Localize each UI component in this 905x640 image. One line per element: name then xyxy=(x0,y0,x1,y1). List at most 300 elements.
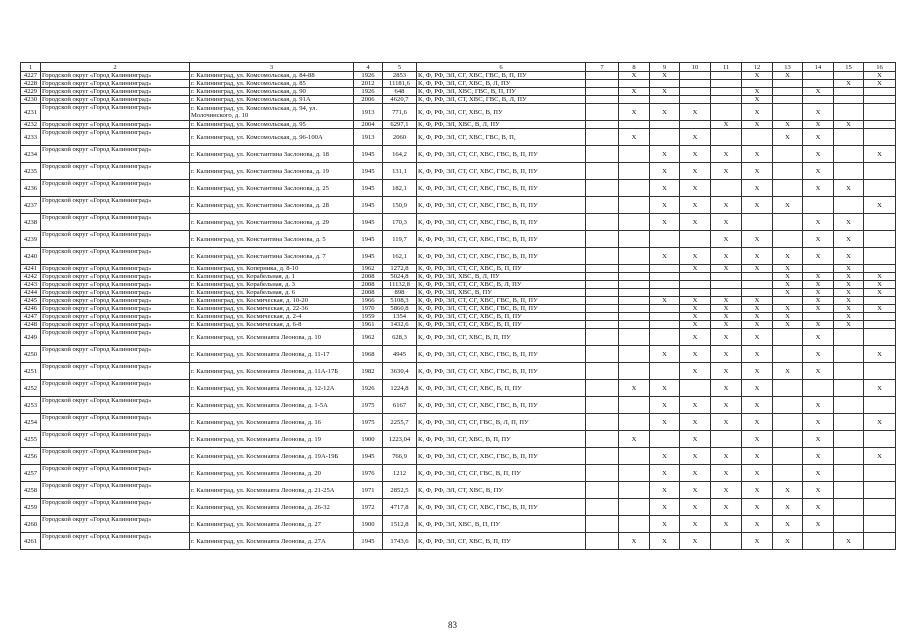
year-built-cell: 1959 xyxy=(354,313,383,321)
row-number-cell: 4249 xyxy=(21,329,41,346)
mark-col-8-cell xyxy=(619,329,650,346)
mark-col-15-cell: Х xyxy=(834,80,864,88)
mark-col-13-cell: Х xyxy=(773,197,803,214)
work-types-cell: К, Ф, РФ, ЭЛ, СТ, СГ, ХВС, ГВС, В, П, ПУ xyxy=(417,197,586,214)
mark-col-16-cell xyxy=(864,248,896,265)
mark-col-16-cell xyxy=(864,465,896,482)
address-cell: г. Калининград, ул. Константина Заслонова, д. 28 xyxy=(190,197,354,214)
mark-col-13-cell: Х xyxy=(773,482,803,499)
year-built-cell: 1975 xyxy=(354,414,383,431)
work-types-cell: К, Ф, РФ, ЭЛ, СТ, СГ, ГВС, В, Л, П, ПУ xyxy=(417,414,586,431)
address-cell: г. Калининград, ул. Космонавта Леонова, д. 20 xyxy=(190,465,354,482)
row-number-cell: 4229 xyxy=(21,88,41,96)
year-built-cell: 1968 xyxy=(354,346,383,363)
address-cell: г. Калининград, ул. Космическая, д. 10-20 xyxy=(190,297,354,305)
mark-col-11-cell: Х xyxy=(711,465,742,482)
area-cell: 150,9 xyxy=(383,197,417,214)
row-number-cell: 4234 xyxy=(21,146,41,163)
mark-col-7-cell xyxy=(586,121,619,129)
year-built-cell: 1961 xyxy=(354,321,383,329)
work-types-cell: К, Ф, РФ, ЭЛ, СТ, СГ, ХВС, В, П, ПУ xyxy=(417,313,586,321)
mark-col-13-cell xyxy=(773,96,803,104)
mark-col-15-cell xyxy=(834,414,864,431)
row-number-cell: 4250 xyxy=(21,346,41,363)
area-cell: 5860,8 xyxy=(383,305,417,313)
mark-col-7-cell xyxy=(586,346,619,363)
mark-col-16-cell xyxy=(864,431,896,448)
column-header: 13 xyxy=(773,63,803,72)
address-cell: г. Калининград, ул. Константина Заслонова, д. 5 xyxy=(190,231,354,248)
mark-col-15-cell xyxy=(834,448,864,465)
mark-col-15-cell: Х xyxy=(834,231,864,248)
year-built-cell: 1971 xyxy=(354,482,383,499)
mark-col-8-cell xyxy=(619,214,650,231)
mark-col-14-cell: Х xyxy=(803,363,834,380)
mark-col-12-cell: Х xyxy=(742,448,773,465)
area-cell: 6167 xyxy=(383,397,417,414)
mark-col-16-cell: Х xyxy=(864,80,896,88)
mark-col-7-cell xyxy=(586,146,619,163)
mark-col-13-cell: Х xyxy=(773,121,803,129)
mark-col-16-cell xyxy=(864,88,896,96)
row-number-cell: 4259 xyxy=(21,499,41,516)
table-row xyxy=(21,96,896,104)
year-built-cell: 2008 xyxy=(354,281,383,289)
mark-col-10-cell xyxy=(680,72,711,80)
mark-col-11-cell xyxy=(711,129,742,146)
mark-col-14-cell: Х xyxy=(803,214,834,231)
year-built-cell: 1926 xyxy=(354,88,383,96)
row-number-cell: 4256 xyxy=(21,448,41,465)
mark-col-8-cell xyxy=(619,346,650,363)
mark-col-8-cell: Х xyxy=(619,72,650,80)
mark-col-16-cell: Х xyxy=(864,448,896,465)
mark-col-10-cell: Х xyxy=(680,180,711,197)
mark-col-12-cell: Х xyxy=(742,414,773,431)
address-cell: г. Калининград, ул. Космонавта Леонова, д. 27 xyxy=(190,516,354,533)
mark-col-11-cell: Х xyxy=(711,163,742,180)
table-row xyxy=(21,499,896,516)
work-types-cell: К, Ф, РФ, ЭЛ, СТ, СГ, ХВС, ГВС, В, П, ПУ xyxy=(417,397,586,414)
mark-col-11-cell: Х xyxy=(711,363,742,380)
mark-col-12-cell: Х xyxy=(742,96,773,104)
area-cell: 1354 xyxy=(383,313,417,321)
mark-col-11-cell: Х xyxy=(711,397,742,414)
mark-col-10-cell: Х xyxy=(680,329,711,346)
work-types-cell: К, Ф, РФ, ЭЛ, СТ, СГ, ГВС, В, П, ПУ xyxy=(417,465,586,482)
work-types-cell: К, Ф, РФ, ЭЛ, ХВС, ГВС, В, П, ПУ xyxy=(417,88,586,96)
mark-col-13-cell xyxy=(773,104,803,121)
mark-col-7-cell xyxy=(586,305,619,313)
area-cell: 771,6 xyxy=(383,104,417,121)
mark-col-9-cell xyxy=(650,363,680,380)
mark-col-12-cell: Х xyxy=(742,533,773,550)
mark-col-8-cell xyxy=(619,499,650,516)
mark-col-9-cell xyxy=(650,265,680,273)
mark-col-16-cell xyxy=(864,533,896,550)
mark-col-10-cell: Х xyxy=(680,146,711,163)
work-types-cell: К, Ф, РФ, ЭЛ, СТ, СГ, ХВС, В, П, ПУ xyxy=(417,380,586,397)
table-row xyxy=(21,448,896,465)
housing-register-table xyxy=(20,62,896,550)
mark-col-8-cell: Х xyxy=(619,88,650,96)
mark-col-9-cell: Х xyxy=(650,180,680,197)
mark-col-14-cell xyxy=(803,380,834,397)
mark-col-7-cell xyxy=(586,321,619,329)
mark-col-10-cell: Х xyxy=(680,214,711,231)
municipality-cell: Городской округ «Город Калининград» xyxy=(41,104,190,121)
mark-col-10-cell xyxy=(680,289,711,297)
column-number-header-row xyxy=(21,63,896,72)
mark-col-12-cell: Х xyxy=(742,197,773,214)
mark-col-15-cell: Х xyxy=(834,297,864,305)
work-types-cell: К, Ф, РФ, ЭЛ, СТ, СГ, ХВС, ГВС, В, П, ПУ xyxy=(417,346,586,363)
year-built-cell: 1945 xyxy=(354,248,383,265)
mark-col-14-cell: Х xyxy=(803,305,834,313)
mark-col-10-cell: Х xyxy=(680,482,711,499)
table-row xyxy=(21,80,896,88)
column-header: 3 xyxy=(190,63,354,72)
work-types-cell: К, Ф, РФ, ЭЛ, СГ, ХВС, ГВС, В, П, ПУ xyxy=(417,72,586,80)
municipality-cell: Городской округ «Город Калининград» xyxy=(41,516,190,533)
mark-col-12-cell: Х xyxy=(742,516,773,533)
mark-col-9-cell: Х xyxy=(650,380,680,397)
mark-col-8-cell xyxy=(619,305,650,313)
mark-col-10-cell xyxy=(680,88,711,96)
mark-col-7-cell xyxy=(586,80,619,88)
address-cell: г. Калининград, ул. Космонавта Леонова, д. 10 xyxy=(190,329,354,346)
mark-col-12-cell: Х xyxy=(742,72,773,80)
table-row xyxy=(21,273,896,281)
address-cell: г. Калининград, ул. Космонавта Леонова, д. 27А xyxy=(190,533,354,550)
year-built-cell: 2004 xyxy=(354,121,383,129)
row-number-cell: 4243 xyxy=(21,281,41,289)
mark-col-9-cell: Х xyxy=(650,482,680,499)
mark-col-11-cell xyxy=(711,96,742,104)
mark-col-15-cell: Х xyxy=(834,248,864,265)
work-types-cell: К, Ф, РФ, ЭЛ, СТ, СГ, ХВС, В, Л, ПУ xyxy=(417,281,586,289)
mark-col-16-cell xyxy=(864,180,896,197)
mark-col-12-cell: Х xyxy=(742,265,773,273)
mark-col-10-cell: Х xyxy=(680,346,711,363)
table-row xyxy=(21,214,896,231)
mark-col-16-cell xyxy=(864,214,896,231)
mark-col-13-cell xyxy=(773,397,803,414)
year-built-cell: 1966 xyxy=(354,297,383,305)
mark-col-14-cell: Х xyxy=(803,297,834,305)
table-row xyxy=(21,146,896,163)
year-built-cell: 1913 xyxy=(354,104,383,121)
year-built-cell: 1900 xyxy=(354,431,383,448)
mark-col-9-cell xyxy=(650,96,680,104)
mark-col-13-cell xyxy=(773,231,803,248)
mark-col-13-cell xyxy=(773,346,803,363)
address-cell: г. Калининград, ул. Космонавта Леонова, д. 26-32 xyxy=(190,499,354,516)
column-header: 12 xyxy=(742,63,773,72)
mark-col-11-cell xyxy=(711,273,742,281)
mark-col-10-cell: Х xyxy=(680,499,711,516)
municipality-cell: Городской округ «Город Калининград» xyxy=(41,346,190,363)
mark-col-13-cell xyxy=(773,297,803,305)
mark-col-8-cell xyxy=(619,96,650,104)
mark-col-9-cell xyxy=(650,321,680,329)
mark-col-11-cell: Х xyxy=(711,248,742,265)
municipality-cell: Городской округ «Город Калининград» xyxy=(41,88,190,96)
year-built-cell: 2008 xyxy=(354,289,383,297)
area-cell: 2852,5 xyxy=(383,482,417,499)
table-row xyxy=(21,121,896,129)
mark-col-8-cell xyxy=(619,146,650,163)
municipality-cell: Городской округ «Город Калининград» xyxy=(41,397,190,414)
mark-col-9-cell: Х xyxy=(650,214,680,231)
area-cell: 4717,8 xyxy=(383,499,417,516)
work-types-cell: К, Ф, РФ, ЭЛ, СГ, ХВС, В, П, ПУ xyxy=(417,329,586,346)
mark-col-14-cell: Х xyxy=(803,146,834,163)
area-cell: 4620,7 xyxy=(383,96,417,104)
work-types-cell: К, Ф, РФ, ЭЛ, СТ, СГ, ХВС, ГВС, В, П, ПУ xyxy=(417,180,586,197)
area-cell: 6297,1 xyxy=(383,121,417,129)
mark-col-9-cell: Х xyxy=(650,104,680,121)
year-built-cell: 1926 xyxy=(354,380,383,397)
mark-col-15-cell xyxy=(834,380,864,397)
mark-col-13-cell xyxy=(773,88,803,96)
mark-col-16-cell: Х xyxy=(864,305,896,313)
year-built-cell: 1945 xyxy=(354,214,383,231)
mark-col-8-cell xyxy=(619,197,650,214)
mark-col-7-cell xyxy=(586,289,619,297)
mark-col-13-cell: Х xyxy=(773,313,803,321)
area-cell: 4945 xyxy=(383,346,417,363)
mark-col-9-cell xyxy=(650,289,680,297)
mark-col-10-cell: Х xyxy=(680,363,711,380)
mark-col-11-cell: Х xyxy=(711,146,742,163)
mark-col-12-cell: Х xyxy=(742,305,773,313)
work-types-cell: К, Ф, РФ, ЭЛ, ХВС, В, Л, ПУ xyxy=(417,273,586,281)
row-number-cell: 4228 xyxy=(21,80,41,88)
municipality-cell: Городской округ «Город Калининград» xyxy=(41,321,190,329)
row-number-cell: 4238 xyxy=(21,214,41,231)
mark-col-14-cell xyxy=(803,265,834,273)
mark-col-15-cell xyxy=(834,197,864,214)
mark-col-8-cell: Х xyxy=(619,431,650,448)
mark-col-10-cell xyxy=(680,80,711,88)
municipality-cell: Городской округ «Город Калининград» xyxy=(41,129,190,146)
address-cell: г. Калининград, ул. Комсомольская, д. 90 xyxy=(190,88,354,96)
mark-col-16-cell xyxy=(864,363,896,380)
address-cell: г. Калининград, ул. Космонавта Леонова, д. 16 xyxy=(190,414,354,431)
table-row xyxy=(21,197,896,214)
mark-col-16-cell: Х xyxy=(864,346,896,363)
address-cell: г. Калининград, ул. Космонавта Леонова, д. 11-17 xyxy=(190,346,354,363)
mark-col-8-cell xyxy=(619,273,650,281)
area-cell: 170,3 xyxy=(383,214,417,231)
mark-col-12-cell xyxy=(742,289,773,297)
mark-col-10-cell: Х xyxy=(680,265,711,273)
mark-col-12-cell: Х xyxy=(742,121,773,129)
mark-col-7-cell xyxy=(586,265,619,273)
year-built-cell: 1945 xyxy=(354,197,383,214)
mark-col-10-cell: Х xyxy=(680,305,711,313)
mark-col-9-cell xyxy=(650,431,680,448)
mark-col-10-cell: Х xyxy=(680,448,711,465)
mark-col-13-cell: Х xyxy=(773,533,803,550)
mark-col-16-cell xyxy=(864,516,896,533)
address-cell: г. Калининград, ул. Корабельная, д. 3 xyxy=(190,281,354,289)
mark-col-12-cell: Х xyxy=(742,397,773,414)
table-row xyxy=(21,180,896,197)
mark-col-13-cell xyxy=(773,380,803,397)
area-cell: 162,1 xyxy=(383,248,417,265)
municipality-cell: Городской округ «Город Калининград» xyxy=(41,380,190,397)
mark-col-11-cell: Х xyxy=(711,197,742,214)
table-row xyxy=(21,321,896,329)
column-header: 2 xyxy=(41,63,190,72)
mark-col-10-cell xyxy=(680,96,711,104)
mark-col-11-cell: Х xyxy=(711,214,742,231)
row-number-cell: 4241 xyxy=(21,265,41,273)
mark-col-15-cell xyxy=(834,146,864,163)
mark-col-11-cell xyxy=(711,88,742,96)
mark-col-14-cell: Х xyxy=(803,431,834,448)
mark-col-16-cell xyxy=(864,129,896,146)
mark-col-14-cell xyxy=(803,313,834,321)
mark-col-15-cell xyxy=(834,96,864,104)
table-row xyxy=(21,305,896,313)
mark-col-14-cell: Х xyxy=(803,273,834,281)
mark-col-13-cell: Х xyxy=(773,321,803,329)
municipality-cell: Городской округ «Город Калининград» xyxy=(41,197,190,214)
mark-col-16-cell: Х xyxy=(864,72,896,80)
mark-col-7-cell xyxy=(586,313,619,321)
mark-col-14-cell: Х xyxy=(803,321,834,329)
mark-col-15-cell xyxy=(834,72,864,80)
mark-col-11-cell xyxy=(711,533,742,550)
mark-col-9-cell xyxy=(650,313,680,321)
mark-col-7-cell xyxy=(586,499,619,516)
mark-col-15-cell xyxy=(834,397,864,414)
area-cell: 119,7 xyxy=(383,231,417,248)
row-number-cell: 4232 xyxy=(21,121,41,129)
work-types-cell: К, Ф, РФ, ЭЛ, СТ, СГ, ХВС, ГВС, В, П, ПУ xyxy=(417,214,586,231)
year-built-cell: 2006 xyxy=(354,96,383,104)
municipality-cell: Городской округ «Город Калининград» xyxy=(41,96,190,104)
mark-col-8-cell xyxy=(619,248,650,265)
mark-col-13-cell xyxy=(773,180,803,197)
mark-col-11-cell: Х xyxy=(711,297,742,305)
municipality-cell: Городской округ «Город Калининград» xyxy=(41,273,190,281)
mark-col-13-cell xyxy=(773,448,803,465)
mark-col-8-cell xyxy=(619,321,650,329)
mark-col-9-cell xyxy=(650,231,680,248)
row-number-cell: 4231 xyxy=(21,104,41,121)
mark-col-11-cell xyxy=(711,180,742,197)
mark-col-11-cell: Х xyxy=(711,121,742,129)
municipality-cell: Городской округ «Город Калининград» xyxy=(41,499,190,516)
mark-col-15-cell: Х xyxy=(834,533,864,550)
mark-col-10-cell: Х xyxy=(680,465,711,482)
mark-col-9-cell: Х xyxy=(650,297,680,305)
table-row xyxy=(21,414,896,431)
mark-col-14-cell: Х xyxy=(803,231,834,248)
address-cell: г. Калининград, ул. Комсомольская, д. 96-100А xyxy=(190,129,354,146)
mark-col-16-cell xyxy=(864,231,896,248)
mark-col-16-cell: Х xyxy=(864,281,896,289)
mark-col-16-cell xyxy=(864,121,896,129)
mark-col-7-cell xyxy=(586,431,619,448)
mark-col-7-cell xyxy=(586,533,619,550)
mark-col-14-cell: Х xyxy=(803,180,834,197)
year-built-cell: 1970 xyxy=(354,305,383,313)
column-header: 11 xyxy=(711,63,742,72)
mark-col-8-cell xyxy=(619,397,650,414)
mark-col-13-cell: Х xyxy=(773,516,803,533)
mark-col-10-cell: Х xyxy=(680,297,711,305)
work-types-cell: К, Ф, РФ, ЭЛ, СТ, СГ, ХВС, В, П, ПУ xyxy=(417,321,586,329)
mark-col-7-cell xyxy=(586,180,619,197)
mark-col-14-cell: Х xyxy=(803,397,834,414)
table-body xyxy=(21,63,896,550)
mark-col-10-cell: Х xyxy=(680,104,711,121)
mark-col-11-cell: Х xyxy=(711,321,742,329)
table-row xyxy=(21,431,896,448)
work-types-cell: К, Ф, РФ, ЭЛ, ХВС, В, П, ПУ xyxy=(417,516,586,533)
mark-col-7-cell xyxy=(586,214,619,231)
area-cell: 628,3 xyxy=(383,329,417,346)
row-number-cell: 4242 xyxy=(21,273,41,281)
mark-col-13-cell xyxy=(773,329,803,346)
mark-col-16-cell xyxy=(864,96,896,104)
year-built-cell: 1962 xyxy=(354,329,383,346)
column-header: 15 xyxy=(834,63,864,72)
mark-col-14-cell: Х xyxy=(803,346,834,363)
year-built-cell: 1982 xyxy=(354,363,383,380)
row-number-cell: 4261 xyxy=(21,533,41,550)
table-row xyxy=(21,329,896,346)
row-number-cell: 4251 xyxy=(21,363,41,380)
work-types-cell: К, Ф, РФ, ЭЛ, СТ, СГ, ХВС, ГВС, В, П, ПУ xyxy=(417,231,586,248)
address-cell: г. Калининград, ул. Космонавта Леонова, д. 19 xyxy=(190,431,354,448)
mark-col-8-cell xyxy=(619,414,650,431)
municipality-cell: Городской округ «Город Калининград» xyxy=(41,431,190,448)
address-cell: г. Калининград, ул. Космонавта Леонова, д. 12-12А xyxy=(190,380,354,397)
year-built-cell: 1900 xyxy=(354,516,383,533)
municipality-cell: Городской округ «Город Калининград» xyxy=(41,297,190,305)
row-number-cell: 4252 xyxy=(21,380,41,397)
table-row xyxy=(21,533,896,550)
work-types-cell: К, Ф, РФ, ЭЛ, СГ, ХВС, В, ПУ xyxy=(417,104,586,121)
mark-col-14-cell xyxy=(803,533,834,550)
mark-col-12-cell: Х xyxy=(742,146,773,163)
mark-col-9-cell xyxy=(650,281,680,289)
page-number: 83 xyxy=(448,620,457,630)
table-row xyxy=(21,346,896,363)
mark-col-12-cell xyxy=(742,214,773,231)
address-cell: г. Калининград, ул. Корабельная, д. 1 xyxy=(190,273,354,281)
municipality-cell: Городской округ «Город Калининград» xyxy=(41,465,190,482)
column-header: 4 xyxy=(354,63,383,72)
work-types-cell: К, Ф, РФ, ЭЛ, СТ, СГ, ХВС, ГВС, В, П, ПУ xyxy=(417,248,586,265)
table-row xyxy=(21,104,896,121)
mark-col-15-cell: Х xyxy=(834,214,864,231)
mark-col-14-cell: Х xyxy=(803,104,834,121)
area-cell: 3630,4 xyxy=(383,363,417,380)
mark-col-12-cell: Х xyxy=(742,248,773,265)
mark-col-15-cell xyxy=(834,499,864,516)
mark-col-13-cell xyxy=(773,431,803,448)
address-cell: г. Калининград, ул. Космонавта Леонова, д. 19А-19Б xyxy=(190,448,354,465)
area-cell: 11181,6 xyxy=(383,80,417,88)
mark-col-10-cell: Х xyxy=(680,129,711,146)
